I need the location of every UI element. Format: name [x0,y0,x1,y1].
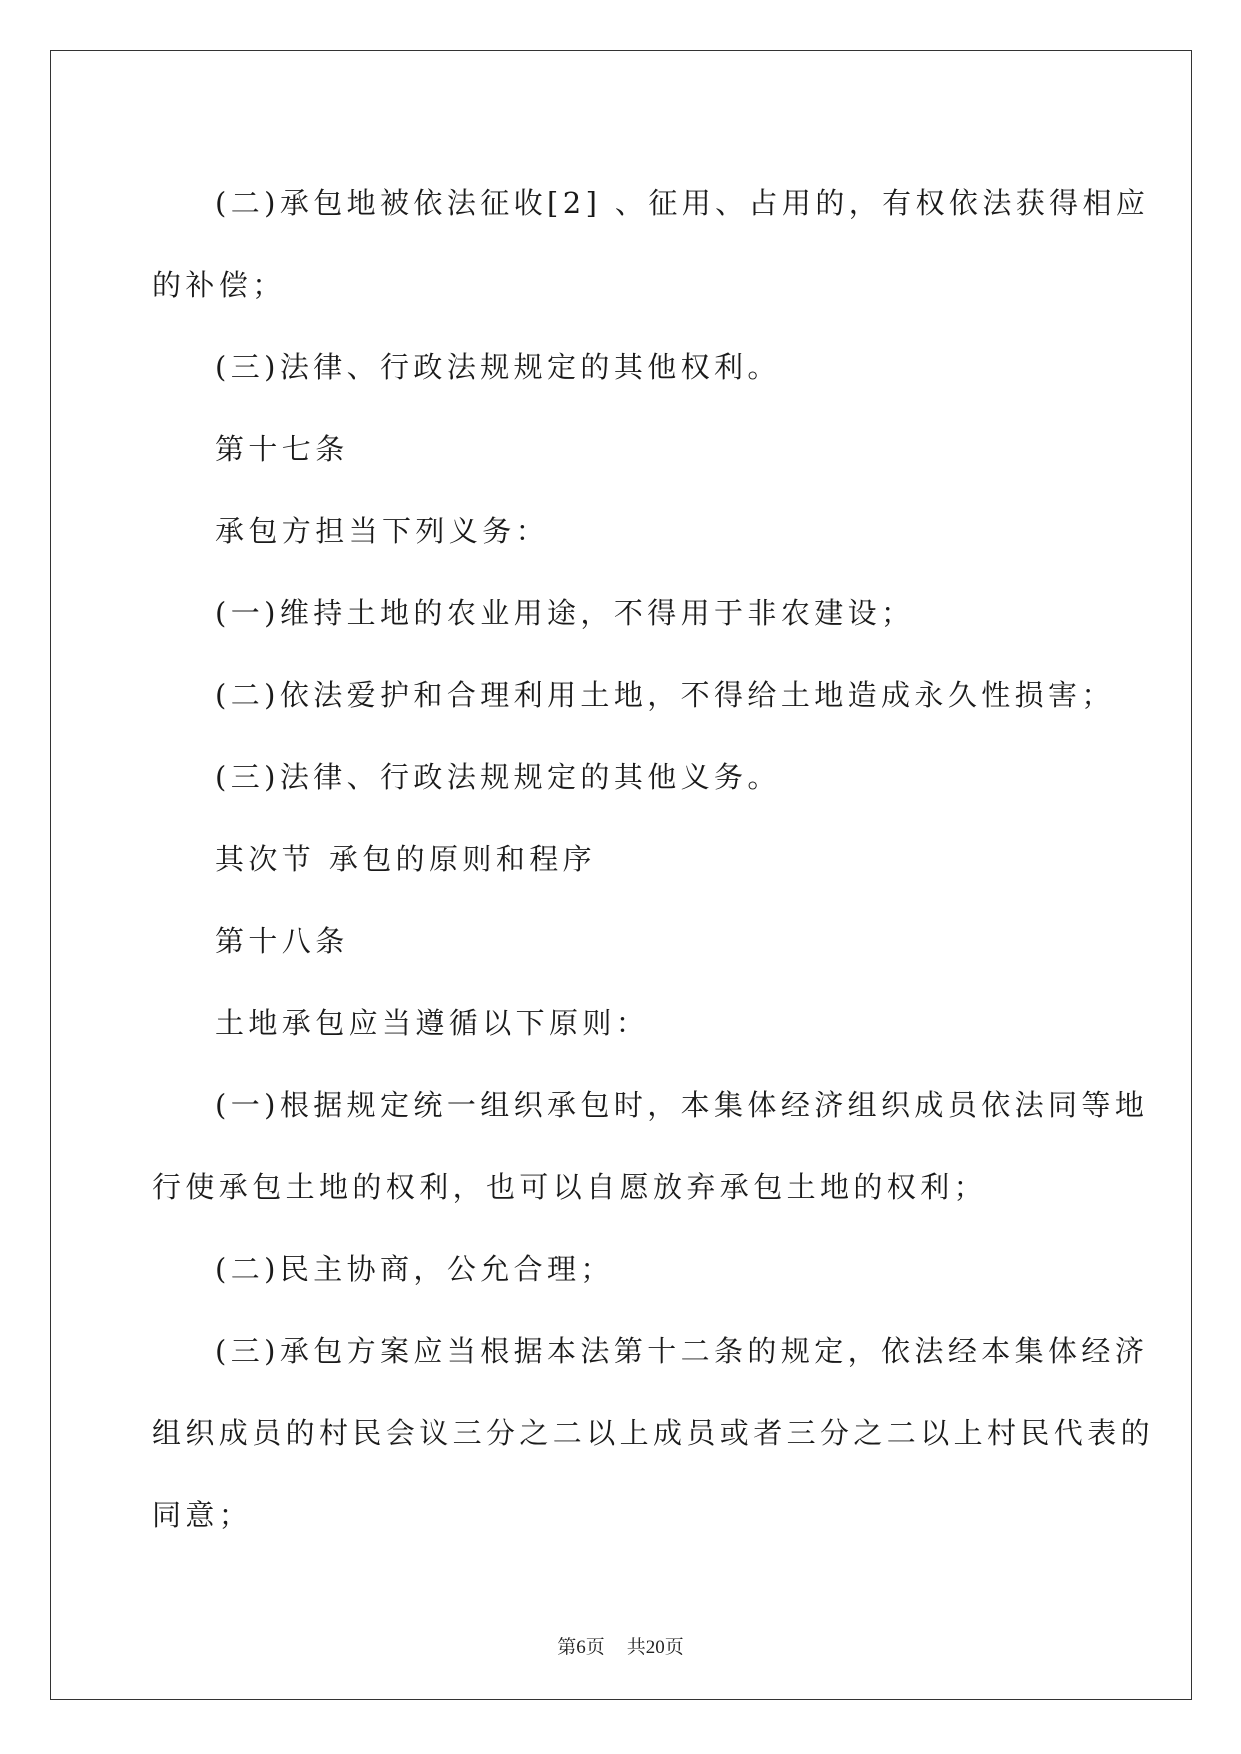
article-17-heading: 第十七条 [215,432,349,466]
paragraph-obligation-2: (二)依法爱护和合理利用土地，不得给土地造成永久性损害； [215,678,1115,712]
paragraph-principle-3: (三)承包方案应当根据本法第十二条的规定，依法经本集体经济 组织成员的村民会议三分之二以上成员或者三分之二以上村民代表的 同意； [152,1334,1155,1532]
paragraph-obligations-intro: 承包方担当下列义务： [215,514,550,548]
paragraph-obligation-3: (三)法律、行政法规规定的其他义务。 [215,760,781,794]
paragraph-principles-intro: 土地承包应当遵循以下原则： [215,1006,650,1040]
document-body [152,162,1155,1556]
paragraph-principle-1: (一)根据规定统一组织承包时，本集体经济组织成员依法同等地 行使承包土地的权利，也可以自愿放弃承包土地的权利； [152,1088,1149,1204]
total-pages: 共20页 [626,1637,684,1658]
paragraph-compensation-right: (二)承包地被依法征收[2] 、征用、占用的，有权依法获得相应 的补偿； [152,186,1150,302]
page-number: 第6页 [557,1637,605,1658]
page-footer [0,1632,1241,1659]
article-18-heading: 第十八条 [215,924,349,958]
paragraph-other-rights: (三)法律、行政法规规定的其他权利。 [215,350,781,384]
section-2-heading: 其次节 承包的原则和程序 [215,842,597,876]
paragraph-obligation-1: (一)维持土地的农业用途，不得用于非农建设； [215,596,915,630]
paragraph-principle-2: (二)民主协商，公允合理； [215,1252,614,1286]
